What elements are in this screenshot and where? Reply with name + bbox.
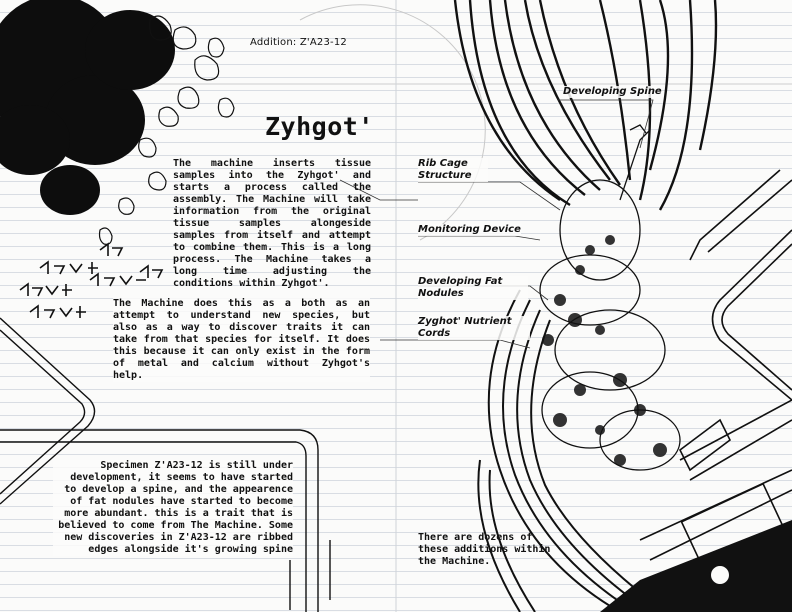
label-rib-cage: Rib Cage Structure <box>418 158 488 182</box>
paragraph-assembly: The machine inserts tissue samples into the Zyhgot' and starts a process called the assembly. The Machine will take information from the original tissue samples alongeside samples from itself and attempt to combine them. This is a long process. The Machine takes a long time adjusting the conditions within Zyhgot'. <box>173 158 371 289</box>
label-monitoring-device: Monitoring Device <box>418 224 521 235</box>
label-developing-spine: Developing Spine <box>563 86 662 97</box>
paragraph-additions: There are dozens of these additions within the Machine. <box>418 532 551 567</box>
label-fat-nodules: Developing Fat Nodules <box>418 276 528 300</box>
addition-code: Addition: Z'A23-12 <box>250 37 347 48</box>
label-nutrient-cords: Zyghot' Nutrient Cords <box>418 316 530 340</box>
paragraph-specimen: Specimen Z'A23-12 is still under development, it seems to have started to develop a spine, and the appearence of fat nodules have started to become more abundant. this is a trait that is believed to come from The Machine. Some new discoveries in Z'A23-12 are ribbed edges alongside it's growing spine <box>53 460 293 556</box>
paragraph-purpose: The Machine does this as a both as an attempt to understand new species, but also as a way to discover traits it can take from that species for itself. It does this because it can only exist in the form of metal and calcium without Zyhgot's help. <box>113 298 370 381</box>
page-title: Zyhgot' <box>265 112 374 141</box>
